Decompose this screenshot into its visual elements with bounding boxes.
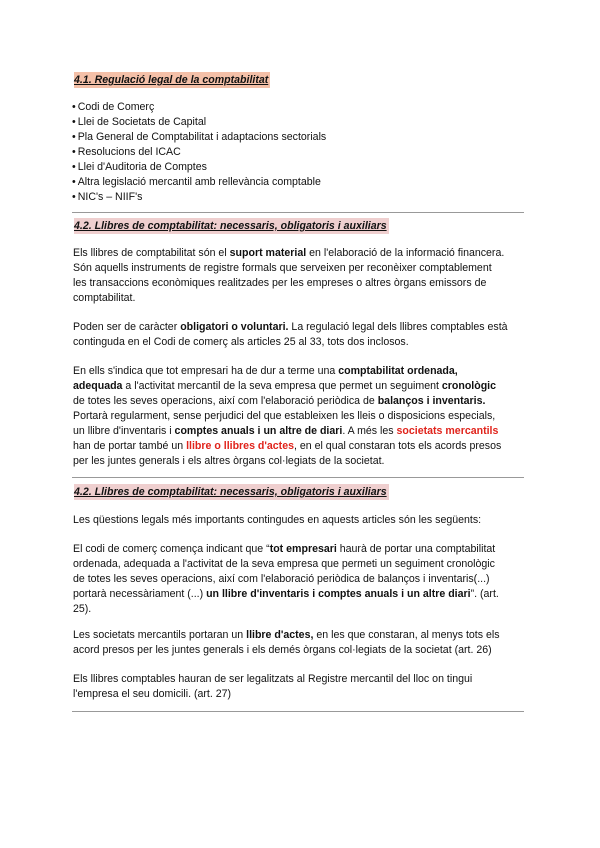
list-item: • Pla General de Comptabilitat i adaptacions sectorials <box>72 130 326 145</box>
paragraph-suport-material: Els llibres de comptabilitat són el suport material en l'elaboració de la informació financera. Són aquells instruments de registre formals que serveixen per reconèixer comptablement les transaccions econòmiques realitzades per les empreses o altres òrgans emissors de comptabilitat. <box>73 247 505 304</box>
divider <box>72 212 524 213</box>
paragraph-codi-comerc: El codi de comerç comença indicant que “tot empresari haurà de portar una comptabilitat ordenada, adequada a l'activitat de la seva empresa que permeti un seguiment cronològic de totes les seves operacions, així com l'elaboració periòdica de balanços i inventaris(...) portarà necessàriament (...) un llibre d'inventaris i comptes anuals i un altre diari”. (art. 25). <box>73 543 499 615</box>
paragraph-societats: Les societats mercantils portaran un llibre d'actes, en les que constaran, al menys tots els acord presos per les juntes generals i els demés òrgans col·legiats de la societat (art. 26) <box>73 629 500 656</box>
divider <box>72 711 524 712</box>
paragraph-questions: Les qüestions legals més importants contingudes en aquests articles són les següents: <box>73 514 482 526</box>
section-heading-llibres-2: 4.2. Llibres de comptabilitat: necessaris, obligatoris i auxiliars <box>74 486 387 498</box>
section-heading-llibres: 4.2. Llibres de comptabilitat: necessaris, obligatoris i auxiliars <box>74 220 387 232</box>
list-item: • Llei d'Auditoria de Comptes <box>72 160 326 175</box>
list-item: • Altra legislació mercantil amb rellevància comptable <box>72 175 326 190</box>
divider <box>72 477 524 478</box>
paragraph-caracter: Poden ser de caràcter obligatori o voluntari. La regulació legal dels llibres comptables està continguda en el Codi de comerç als articles 25 al 33, tots dos inclosos. <box>73 321 508 348</box>
list-item: • Llei de Societats de Capital <box>72 115 326 130</box>
list-item: • NIC's – NIIF's <box>72 190 326 205</box>
list-item: • Codi de Comerç <box>72 100 326 115</box>
list-item: • Resolucions del ICAC <box>72 145 326 160</box>
section-heading-regulacio: 4.1. Regulació legal de la comptabilitat <box>74 74 269 86</box>
legislation-list <box>72 100 326 205</box>
paragraph-legalitzats: Els llibres comptables hauran de ser legalitzats al Registre mercantil del lloc on tingui l'empresa el seu domicili. (art. 27) <box>73 673 473 700</box>
paragraph-empresari: En ells s'indica que tot empresari ha de dur a terme una comptabilitat ordenada, adequada a l'activitat mercantil de la seva empresa que permet un seguiment cronològic de totes les seves operacions, així com l'elaboració periòdica de balanços i inventaris. Portarà regularment, sense perjudici del que estableixen les lleis o disposicions especials, un llibre d'inventaris i comptes anuals i un altre de diari. A més les societats mercantils han de portar també un llibre o llibres d'actes, en el qual constaran tots els acords presos per les juntes generals i els altres òrgans col·legiats de la societat. <box>73 365 502 467</box>
